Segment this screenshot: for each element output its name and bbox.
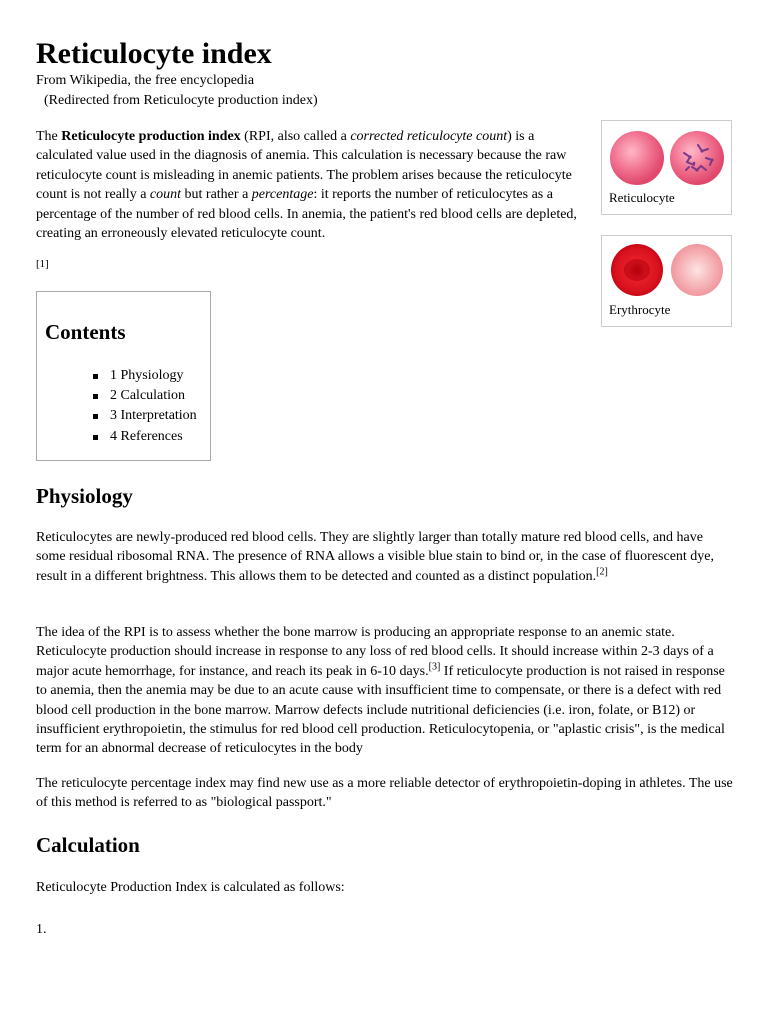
erythrocyte-caption: Erythrocyte bbox=[609, 302, 671, 317]
toc-item-physiology[interactable]: 1 Physiology bbox=[37, 366, 197, 386]
citation-link-2[interactable]: [2] bbox=[596, 566, 608, 578]
intro-paragraph: The Reticulocyte production index (RPI, also called a corrected reticulocyte count) is a calculated value used in the diagnosis of anemia. This calculation is necessary because the raw reticulocyte count is misleading in anemic patients. The problem arises because the reticulocyte count is not really a count but rather a percentage: it reports the number of reticulocytes as a percentage of the number of red blood cells. In anemia, the patient's red blood cells are depleted, creating an erroneously elevated reticulocyte count. bbox=[36, 129, 577, 242]
bullet-icon bbox=[93, 374, 98, 379]
calculation-paragraph: Reticulocyte Production Index is calculated as follows: bbox=[36, 880, 345, 895]
toc-item-calculation[interactable]: 2 Calculation bbox=[37, 386, 197, 406]
bullet-icon bbox=[93, 435, 98, 440]
article-term: Reticulocyte production index bbox=[61, 129, 241, 144]
bullet-icon bbox=[93, 394, 98, 399]
reticulocyte-figure[interactable] bbox=[601, 120, 732, 215]
physiology-paragraph-2: The idea of the RPI is to assess whether the bone marrow is producing an appropriate response to an anemic state. Reticulocyte production should increase in response to any loss of red blood cells. It should increase within 2-3 days of a major acute hemorrhage, for instance, and reach its peak in 6-10 days.[3] If reticulocyte production is not raised in response to anemia, then the anemia may be due to an acute cause with insufficient time to compensate, or there is a defect with red blood cell production in the bone marrow. Marrow defects include nutritional deficiencies (i.e. iron, folate, or B12) or insufficient erythropoietin, the stimulus for red blood cell production. Reticulocytopenia, or "aplastic crisis", is the medical term for an abnormal decrease of reticulocytes in the body bbox=[36, 625, 725, 757]
page-title: Reticulocyte index bbox=[36, 37, 272, 70]
section-heading-calculation: Calculation bbox=[36, 833, 140, 857]
redirect-notice: (Redirected from Reticulocyte production index) bbox=[44, 93, 318, 108]
citation-link-1[interactable]: [1] bbox=[36, 258, 49, 270]
erythrocyte-image bbox=[606, 240, 728, 298]
bullet-icon bbox=[93, 414, 98, 419]
citation-link-3[interactable]: [3] bbox=[428, 661, 441, 673]
toc-title: Contents bbox=[45, 320, 126, 344]
intro-citation bbox=[36, 257, 49, 271]
site-tagline: From Wikipedia, the free encyclopedia bbox=[36, 73, 255, 88]
list-item-number: 1. bbox=[36, 922, 47, 937]
erythrocyte-figure[interactable] bbox=[601, 235, 732, 327]
physiology-paragraph-3: The reticulocyte percentage index may find new use as a more reliable detector of erythropoietin-doping in athletes. The use of this method is referred to as "biological passport." bbox=[36, 776, 733, 811]
toc-item-references[interactable]: 4 References bbox=[37, 427, 197, 447]
table-of-contents bbox=[36, 291, 211, 461]
toc-list bbox=[37, 366, 197, 447]
reticulocyte-image bbox=[606, 125, 728, 187]
toc-item-interpretation[interactable]: 3 Interpretation bbox=[37, 406, 197, 426]
physiology-paragraph-1: Reticulocytes are newly-produced red blood cells. They are slightly larger than totally mature red blood cells, and have some residual ribosomal RNA. The presence of RNA allows a visible blue stain to bind or, in the case of fluorescent dye, result in a different brightness. This allows them to be detected and counted as a distinct population.[2] bbox=[36, 530, 715, 584]
section-heading-physiology: Physiology bbox=[36, 484, 133, 508]
reticulocyte-caption: Reticulocyte bbox=[609, 190, 675, 205]
